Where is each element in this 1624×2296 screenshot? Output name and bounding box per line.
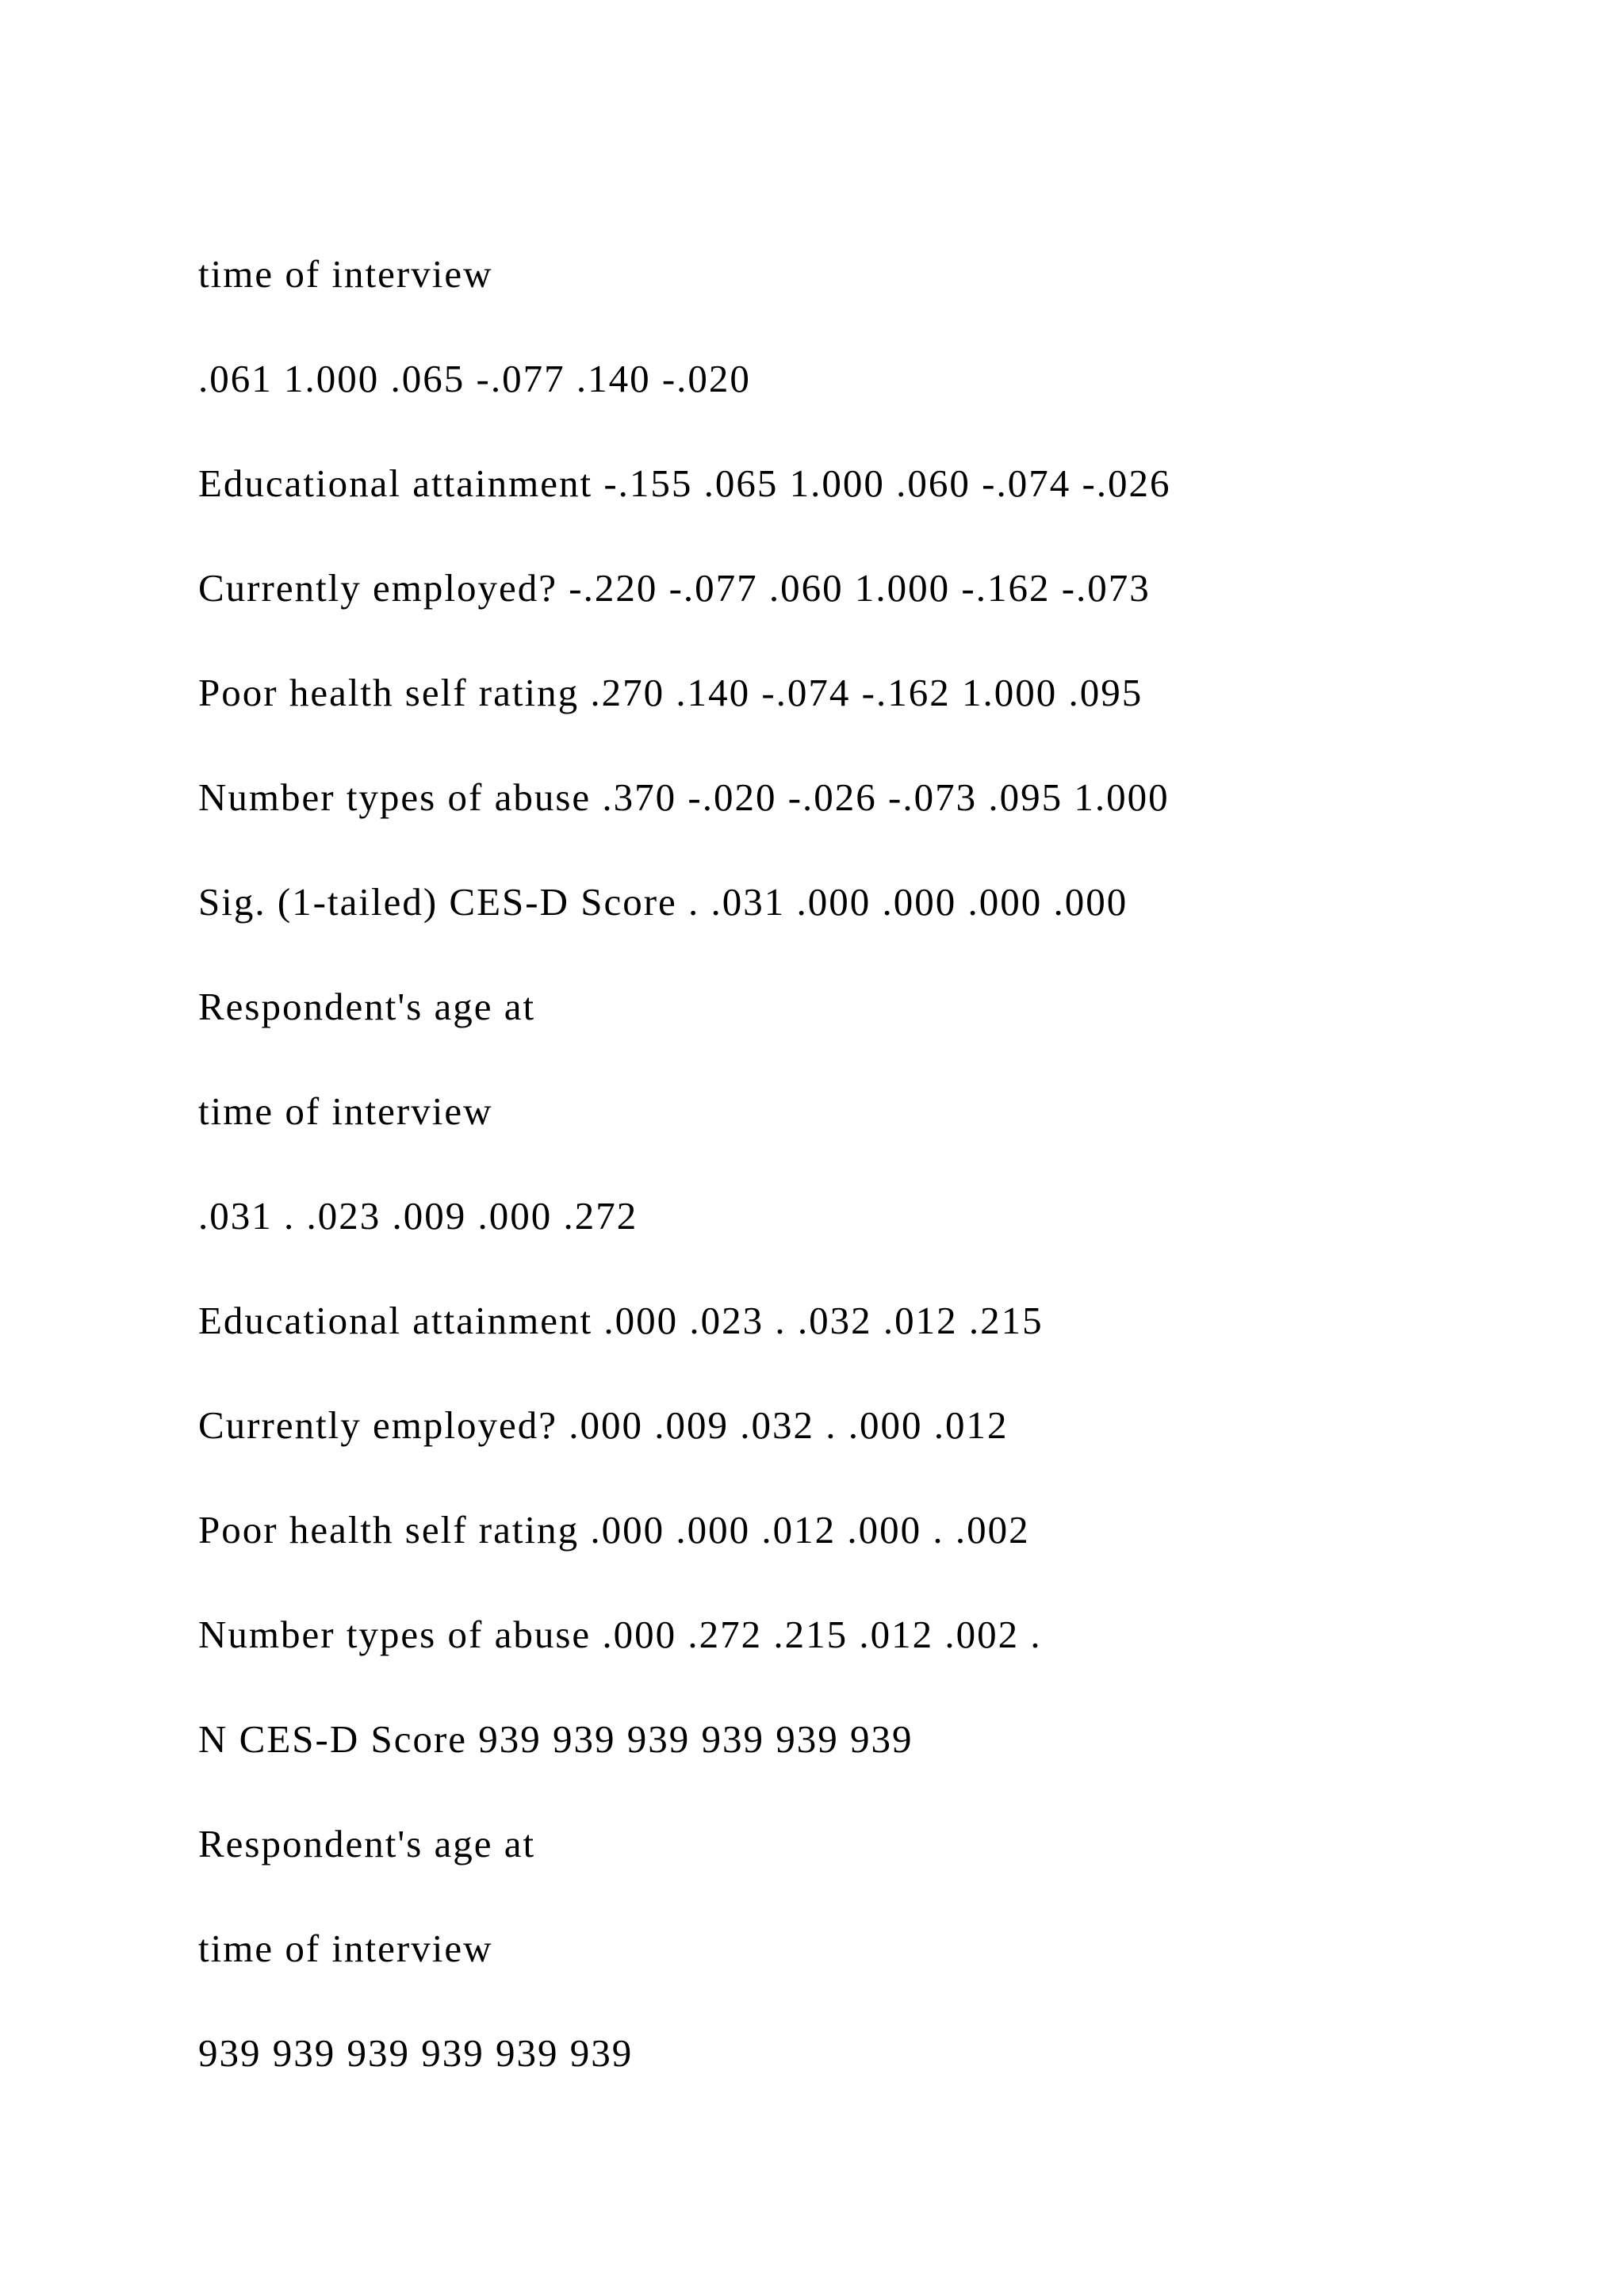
text-line-age-n: 939 939 939 939 939 939	[198, 2031, 634, 2075]
text-line-education-correlations: Educational attainment -.155 .065 1.000 .060 -.074 -.026	[198, 461, 1171, 505]
text-line-health-sig: Poor health self rating .000 .000 .012 .000 . .002	[198, 1508, 1030, 1552]
text-block	[198, 251, 1586, 2134]
text-line-employment-correlations: Currently employed? -.220 -.077 .060 1.000 -.162 -.073	[198, 566, 1151, 610]
text-line-age-sig: .031 . .023 .009 .000 .272	[198, 1194, 638, 1238]
text-line-time-of-interview-3: time of interview	[198, 1927, 493, 1970]
text-line-abuse-sig: Number types of abuse .000 .272 .215 .012 .002 .	[198, 1613, 1042, 1656]
text-line-education-sig: Educational attainment .000 .023 . .032 .012 .215	[198, 1299, 1044, 1342]
text-line-age-correlations: .061 1.000 .065 -.077 .140 -.020	[198, 357, 751, 400]
text-line-abuse-correlations: Number types of abuse .370 -.020 -.026 -.073 .095 1.000	[198, 775, 1170, 819]
text-line-respondent-age-2: Respondent's age at	[198, 1822, 536, 1866]
text-line-time-of-interview-1: time of interview	[198, 252, 493, 296]
text-line-respondent-age-1: Respondent's age at	[198, 985, 536, 1028]
text-line-time-of-interview-2: time of interview	[198, 1089, 493, 1133]
text-line-health-correlations: Poor health self rating .270 .140 -.074 -.162 1.000 .095	[198, 671, 1143, 714]
text-line-employment-sig: Currently employed? .000 .009 .032 . .000 .012	[198, 1403, 1009, 1447]
text-line-n-cesd: N CES-D Score 939 939 939 939 939 939	[198, 1717, 914, 1761]
text-line-sig-cesd: Sig. (1-tailed) CES-D Score . .031 .000 .000 .000 .000	[198, 880, 1128, 924]
